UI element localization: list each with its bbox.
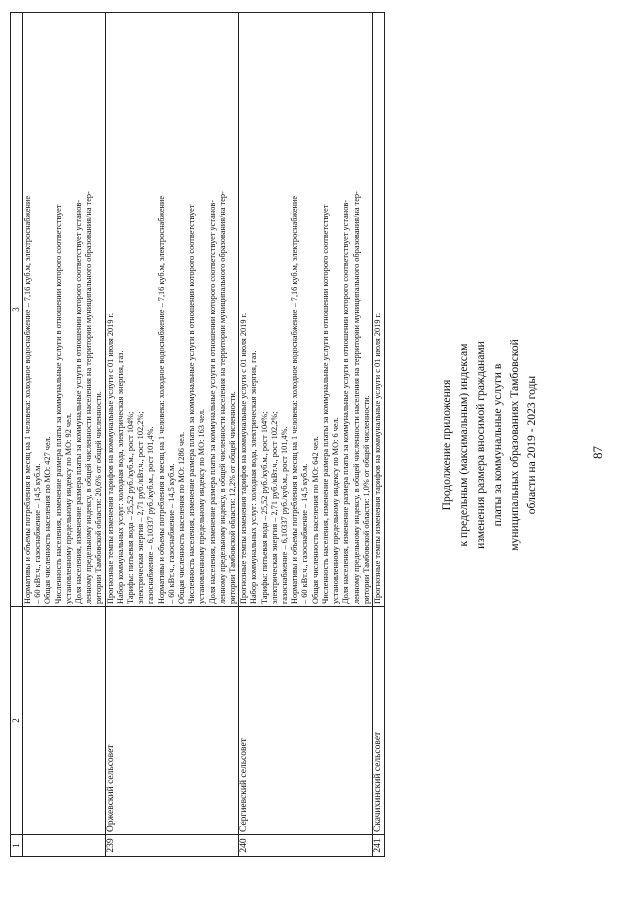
description-line: Доля населения, изменение размера платы за коммунальные услуги в отношении которого соответствует установ-: [74, 199, 84, 604]
table-body: [23, 13, 385, 857]
description-line: Тарифы: питьевая вода – 25,52 руб./куб.м., рост 104%;: [126, 411, 136, 604]
tariff-description: [105, 13, 239, 607]
description-line: Прогнозные темпы изменения тарифов на коммунальные услуги с 01 июля 2019 г.: [239, 312, 249, 604]
page-number: 87: [590, 446, 605, 459]
description-line: Нормативы и объемы потребления в месяц на 1 человека: холодное водоснабжение – 7,16 куб.м, электроснабжение: [290, 195, 300, 604]
tariff-description: [239, 13, 373, 607]
header-line: муниципальных образованиях Тамбовской: [508, 339, 521, 551]
description-line: установленному предельному индексу по МО: 163 чел.: [197, 408, 207, 604]
column-header-row: [11, 13, 23, 857]
column-header: 1: [11, 835, 23, 857]
row-number: 240: [239, 835, 373, 857]
municipality-name: Сергиевский сельсовет: [239, 607, 373, 835]
description-line: Прогнозные темпы изменения тарифов на коммунальные услуги с 01 июля 2019 г.: [105, 312, 115, 604]
description-line: Общая численность населения по МО: 642 чел.: [310, 436, 320, 604]
row-number: 239: [105, 835, 239, 857]
description-line: – 60 кВт.ч., газоснабжение – 14,5 куб.м.: [300, 463, 310, 604]
description-line: Численность населения, изменение размера платы за коммунальные услуги в отношении которого соответствует: [187, 204, 197, 604]
tariff-table: [10, 12, 385, 857]
description-line: установленному предельному индексу по МО: 92 чел.: [63, 413, 73, 604]
table-row: [239, 13, 373, 857]
description-line: Доля населения, изменение размера платы за коммунальные услуги в отношении которого соответствует установ-: [341, 199, 351, 604]
description-line: ритории Тамбовской области: 12,2% от общей численности.: [228, 391, 238, 604]
row-number: 241: [372, 835, 384, 857]
header-line: изменения размера вносимой гражданами: [474, 341, 487, 549]
description-line: газоснабжение – 6,10337 руб./куб.м., рост 101,4%.: [280, 426, 290, 604]
description-line: Доля населения, изменение размера платы за коммунальные услуги в отношении которого соответствует установ-: [207, 199, 217, 604]
description-line: Набор коммунальных услуг: холодная вода, электрическая энергия, газ.: [249, 350, 259, 604]
description-line: газоснабжение – 6,10337 руб./куб.м., рост 101,4%.: [146, 426, 156, 604]
description-line: Общая численность населения по МО: 1286 чел.: [177, 431, 187, 604]
header-line: к предельным (максимальным) индексам: [457, 343, 470, 547]
municipality-name: Оржевский сельсовет: [105, 607, 239, 835]
row-number: [23, 835, 106, 857]
description-line: ленному предельному индексу, в общей численности населения на территории муниципального образования/на тер-: [84, 191, 94, 604]
description-line: Численность населения, изменение размера платы за коммунальные услуги в отношении которого соответствует: [320, 204, 330, 604]
description-line: электрическая энергия – 2,71 руб./кВт.ч., рост 102,2%;: [269, 411, 279, 604]
municipality-name: Скачихинский сельсовет: [372, 607, 384, 835]
description-line: Набор коммунальных услуг: холодная вода, электрическая энергия, газ.: [115, 350, 125, 604]
description-line: Численность населения, изменение размера платы за коммунальные услуги в отношении которого соответствует: [53, 204, 63, 604]
description-line: ленному предельному индексу, в общей численности населения на территории муниципального образования/на тер-: [351, 191, 361, 604]
header-line: Продолжение приложения: [440, 379, 453, 511]
description-line: Нормативы и объемы потребления в месяц на 1 человека: холодное водоснабжение – 7,16 куб.м, электроснабжение: [23, 195, 32, 604]
description-line: Нормативы и объемы потребления в месяц на 1 человека: холодное водоснабжение – 7,16 куб.м, электроснабжение: [156, 195, 166, 604]
description-line: ленному предельному индексу, в общей численности населения на территории муниципального образования/на тер-: [217, 191, 227, 604]
description-line: – 60 кВт.ч., газоснабжение – 14,5 куб.м.: [166, 463, 176, 604]
header-line: платы за коммунальные услуги в: [491, 363, 504, 527]
description-line: Общая численность населения по МО: 427 чел.: [43, 436, 53, 604]
description-line: установленному предельному индексу по МО: 6 чел.: [331, 417, 341, 604]
tariff-description: [372, 13, 384, 607]
column-header: 2: [11, 607, 23, 835]
description-line: электрическая энергия – 2,71 руб./кВт.ч., рост 102,2%;: [136, 411, 146, 604]
table-row: [105, 13, 239, 857]
description-line: Прогнозные темпы изменения тарифов на коммунальные услуги с 01 июля 2019 г.: [372, 312, 382, 604]
appendix-header: [438, 250, 540, 640]
description-line: Тарифы: питьевая вода – 25,52 руб./куб.м., рост 104%;: [259, 411, 269, 604]
table-row: [372, 13, 384, 857]
header-line: области на 2019 - 2023 годы: [525, 375, 538, 515]
municipality-name: [23, 607, 106, 835]
description-line: – 60 кВт.ч., газоснабжение – 14,5 куб.м.: [33, 463, 43, 604]
description-line: ритории Тамбовской области: 20,6% от общей численности.: [94, 391, 104, 604]
tariff-description: [23, 13, 106, 607]
column-header: 3: [11, 13, 23, 607]
description-line: ритории Тамбовской области: 1,0% от общей численности.: [361, 395, 371, 604]
table-row: [23, 13, 106, 857]
